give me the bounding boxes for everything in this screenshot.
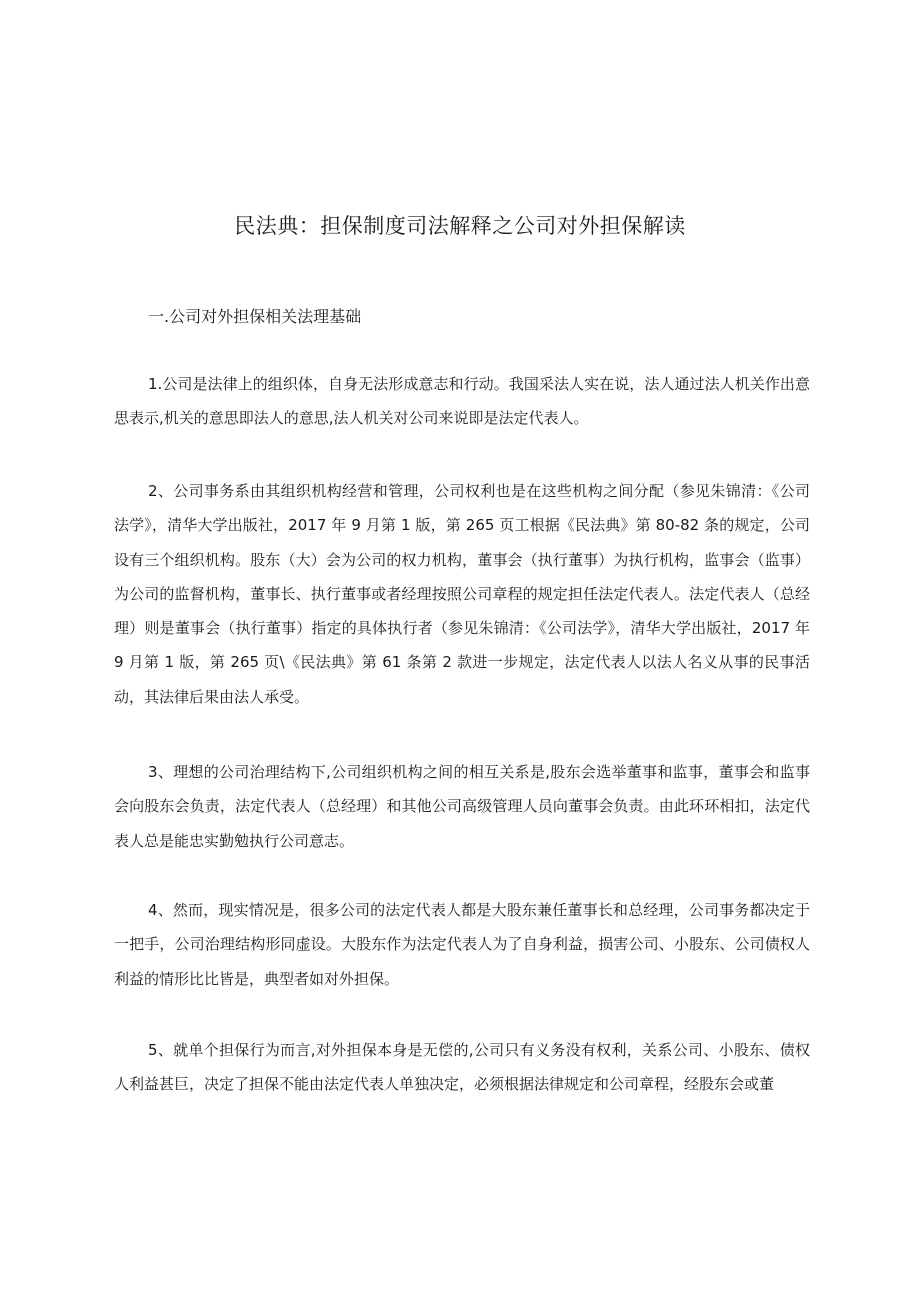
paragraph-1: 1.公司是法律上的组织体，自身无法形成意志和行动。我国采法人实在说，法人通过法人机关作出意思表示,机关的意思即法人的意思,法人机关对公司来说即是法定代表人。: [114, 375, 810, 428]
paragraph-4: 4、然而，现实情况是，很多公司的法定代表人都是大股东兼任董事长和总经理，公司事务都决定于一把手，公司治理结构形同虚设。大股东作为法定代表人为了自身利益，损害公司、小股东、公司债权人利益的情形比比皆是，典型者如对外担保。: [114, 901, 810, 988]
document-title: 民法典：担保制度司法解释之公司对外担保解读: [234, 214, 686, 238]
section-heading: 一.公司对外担保相关法理基础: [148, 307, 362, 326]
paragraph-2: 2、公司事务系由其组织机构经营和管理，公司权利也是在这些机构之间分配（参见朱锦清：《公司法学》，清华大学出版社，2017 年 9 月第 1 版，第 265 页工根据《民法典》第 80-82 条的规定，公司设有三个组织机构。股东（大）会为公司的权力机构，董事会（执行董事）为执行机构，监事会（监事）为公司的监督机构，董事长、执行董事或者经理按照公司章程的规定担任法定代表人。法定代表人（总经理）则是董事会（执行董事）指定的具体执行者（参见朱锦清：《公司法学》，清华大学出版社，2017 年 9 月第 1 版，第 265 页\《民法典》第 61 条第 2 款进一步规定，法定代表人以法人名义从事的民事活动，其法律后果由法人承受。: [114, 482, 810, 706]
paragraph-3: 3、理想的公司治理结构下,公司组织机构之间的相互关系是,股东会选举董事和监事，董事会和监事会向股东会负责，法定代表人（总经理）和其他公司高级管理人员向董事会负责。由此环环相扣，法定代表人总是能忠实勤勉执行公司意志。: [114, 763, 810, 850]
paragraph-5: 5、就单个担保行为而言,对外担保本身是无偿的,公司只有义务没有权利，关系公司、小股东、债权人利益甚巨，决定了担保不能由法定代表人单独决定，必须根据法律规定和公司章程，经股东会或董: [114, 1041, 810, 1094]
